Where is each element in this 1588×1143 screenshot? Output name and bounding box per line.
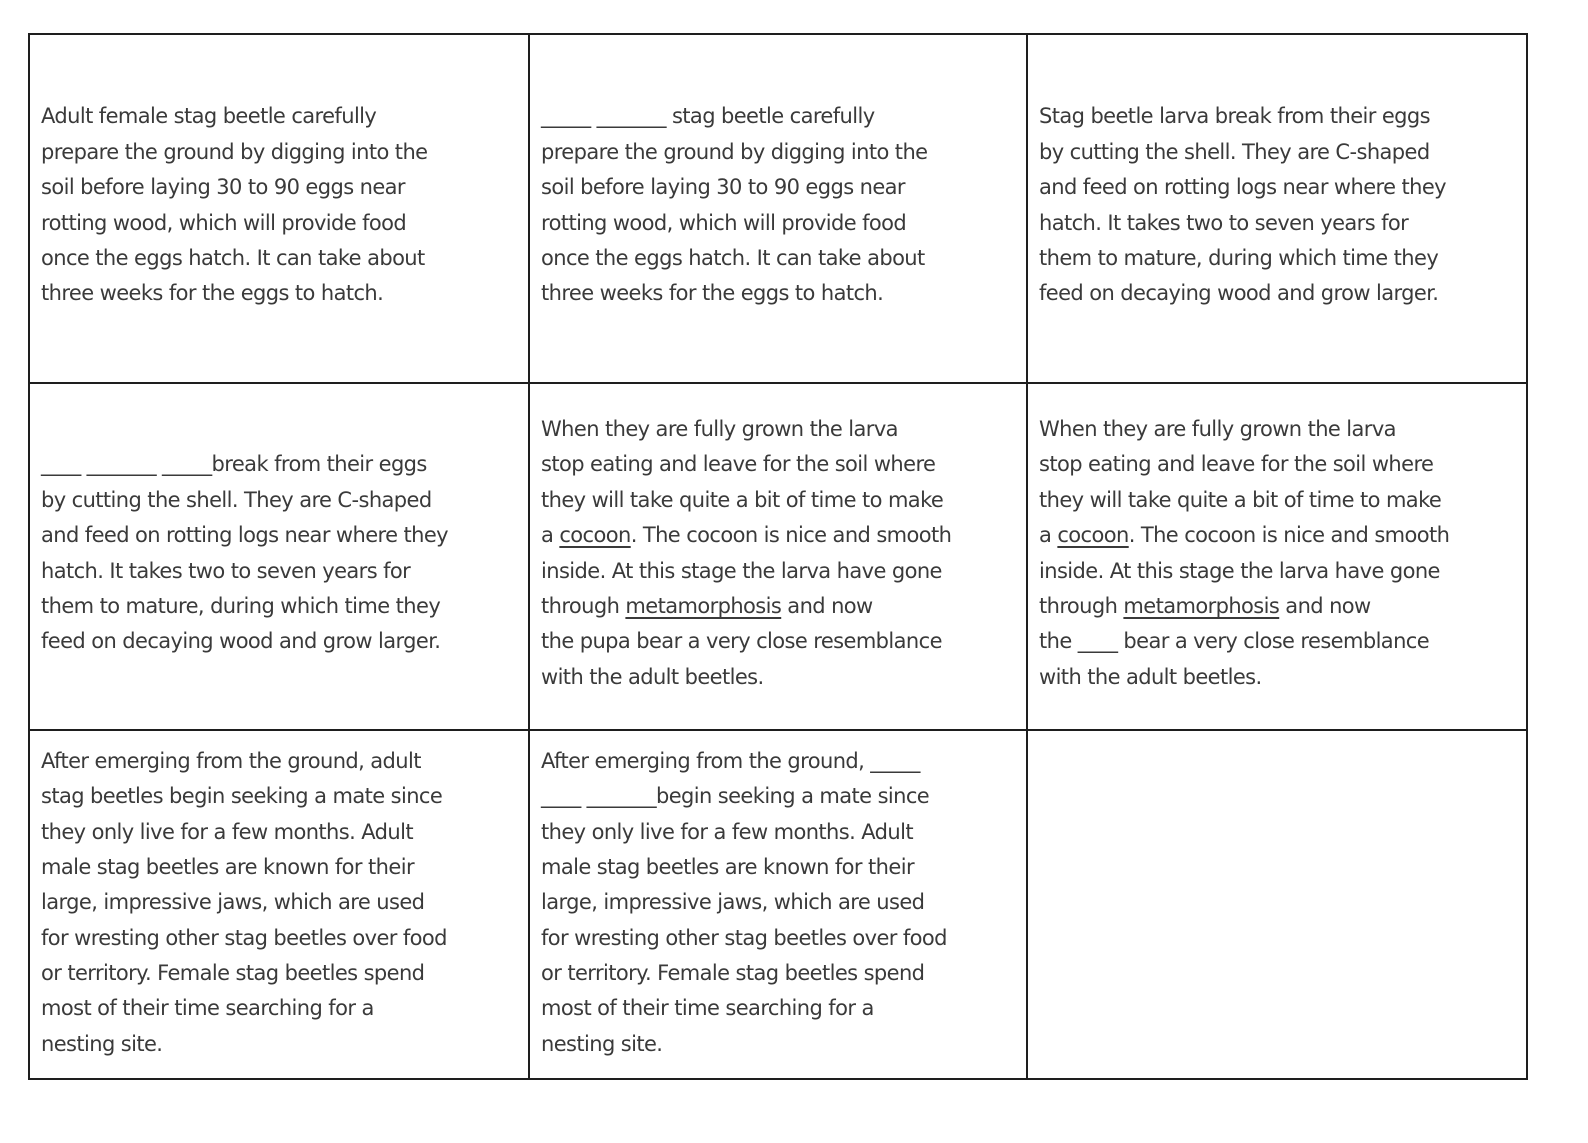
- text-line: [1039, 589, 1518, 624]
- text-segment: or territory. Female stag beetles spend: [541, 961, 925, 986]
- card-pupa: [530, 384, 1028, 731]
- text-segment: most of their time searching for a: [41, 996, 374, 1021]
- text-line: [41, 1027, 520, 1062]
- text-line: [41, 447, 520, 482]
- text-segment: they will take quite a bit of time to make: [1039, 487, 1442, 512]
- text-line: [541, 447, 1018, 482]
- text-segment: feed on decaying wood and grow larger.: [41, 629, 441, 654]
- text-line: [41, 135, 520, 170]
- text-segment: and now: [1279, 593, 1371, 618]
- card-adult-female: [30, 35, 530, 384]
- card-text: [41, 744, 520, 1063]
- text-line: [41, 589, 520, 624]
- text-segment: stop eating and leave for the soil where: [1039, 452, 1434, 477]
- text-segment: ____ _______begin seeking a mate since: [541, 784, 930, 809]
- card-text: [541, 744, 1018, 1063]
- text-line: [1039, 483, 1518, 518]
- text-segment: by cutting the shell. They are C-shaped: [41, 487, 432, 512]
- text-segment: or territory. Female stag beetles spend: [41, 961, 425, 986]
- text-line: [541, 99, 1018, 134]
- text-segment: . The cocoon is nice and smooth: [1128, 523, 1450, 548]
- text-line: [541, 956, 1018, 991]
- text-segment: _____ _______ stag beetle carefully: [541, 104, 875, 129]
- text-line: [41, 624, 520, 659]
- text-line: [1039, 624, 1518, 659]
- text-line: [1039, 660, 1518, 695]
- text-segment: Adult female stag beetle carefully: [41, 104, 377, 129]
- text-segment: they only live for a few months. Adult: [41, 819, 413, 844]
- text-segment: Stag beetle larva break from their eggs: [1039, 104, 1430, 129]
- text-line: [1039, 276, 1518, 311]
- text-line: [541, 276, 1018, 311]
- text-line: [41, 483, 520, 518]
- text-segment: hatch. It takes two to seven years for: [1039, 210, 1409, 235]
- text-line: [541, 624, 1018, 659]
- text-line: [41, 554, 520, 589]
- text-segment: the pupa bear a very close resemblance: [541, 629, 942, 654]
- text-line: [541, 815, 1018, 850]
- text-segment: male stag beetles are known for their: [541, 854, 914, 879]
- card-pupa-blank: [1028, 384, 1526, 731]
- card-adult-beetle-blank: [530, 731, 1028, 1078]
- text-line: [541, 660, 1018, 695]
- text-segment: through: [541, 593, 626, 618]
- text-segment: inside. At this stage the larva have gone: [541, 558, 942, 583]
- text-line: [41, 885, 520, 920]
- card-text: [1039, 412, 1518, 695]
- text-line: [1039, 135, 1518, 170]
- underlined-term: metamorphosis: [1123, 593, 1280, 618]
- text-line: [1039, 554, 1518, 589]
- card-text: [41, 99, 520, 311]
- text-segment: through: [1039, 593, 1124, 618]
- text-line: [541, 554, 1018, 589]
- text-line: [541, 589, 1018, 624]
- text-line: [541, 206, 1018, 241]
- text-line: [541, 483, 1018, 518]
- text-line: [41, 518, 520, 553]
- text-segment: nesting site.: [541, 1031, 663, 1056]
- card-text: [1039, 99, 1518, 311]
- text-line: [541, 885, 1018, 920]
- text-segment: stop eating and leave for the soil where: [541, 452, 936, 477]
- text-line: [541, 170, 1018, 205]
- text-segment: by cutting the shell. They are C-shaped: [1039, 139, 1430, 164]
- text-segment: prepare the ground by digging into the: [41, 139, 428, 164]
- text-segment: stag beetles begin seeking a mate since: [41, 784, 443, 809]
- text-segment: once the eggs hatch. It can take about: [541, 245, 925, 270]
- text-line: [1039, 241, 1518, 276]
- text-segment: and feed on rotting logs near where they: [1039, 175, 1446, 200]
- text-segment: them to mature, during which time they: [1039, 245, 1439, 270]
- text-segment: large, impressive jaws, which are used: [41, 890, 425, 915]
- text-segment: feed on decaying wood and grow larger.: [1039, 281, 1439, 306]
- text-line: [41, 170, 520, 205]
- text-line: [541, 921, 1018, 956]
- text-segment: soil before laying 30 to 90 eggs near: [541, 175, 905, 200]
- text-line: [541, 779, 1018, 814]
- text-line: [541, 241, 1018, 276]
- text-segment: they will take quite a bit of time to make: [541, 487, 944, 512]
- text-segment: a: [541, 523, 560, 548]
- text-segment: and feed on rotting logs near where they: [41, 523, 448, 548]
- card-text: [541, 99, 1018, 311]
- text-segment: once the eggs hatch. It can take about: [41, 245, 425, 270]
- text-segment: male stag beetles are known for their: [41, 854, 414, 879]
- text-segment: rotting wood, which will provide food: [541, 210, 907, 235]
- text-segment: When they are fully grown the larva: [1039, 416, 1396, 441]
- card-grid: [30, 35, 1526, 1078]
- card-text: [41, 447, 520, 659]
- text-segment: nesting site.: [41, 1031, 163, 1056]
- text-segment: soil before laying 30 to 90 eggs near: [41, 175, 405, 200]
- text-segment: prepare the ground by digging into the: [541, 139, 928, 164]
- text-line: [1039, 412, 1518, 447]
- card-empty: [1028, 731, 1526, 1078]
- text-line: [41, 241, 520, 276]
- text-line: [1039, 518, 1518, 553]
- text-segment: After emerging from the ground, adult: [41, 748, 421, 773]
- text-line: [541, 412, 1018, 447]
- card-text: [541, 412, 1018, 695]
- text-segment: . The cocoon is nice and smooth: [630, 523, 952, 548]
- card-larva-blank: [30, 384, 530, 731]
- card-adult-beetle: [30, 731, 530, 1078]
- text-segment: ____ _______ _____break from their eggs: [41, 452, 427, 477]
- text-segment: large, impressive jaws, which are used: [541, 890, 925, 915]
- underlined-term: cocoon: [1057, 523, 1129, 548]
- text-line: [541, 744, 1018, 779]
- text-segment: three weeks for the eggs to hatch.: [41, 281, 384, 306]
- text-segment: them to mature, during which time they: [41, 593, 441, 618]
- text-line: [541, 850, 1018, 885]
- text-line: [41, 815, 520, 850]
- text-line: [1039, 99, 1518, 134]
- text-segment: When they are fully grown the larva: [541, 416, 898, 441]
- text-segment: for wresting other stag beetles over food: [41, 925, 447, 950]
- text-segment: three weeks for the eggs to hatch.: [541, 281, 884, 306]
- text-line: [541, 1027, 1018, 1062]
- underlined-term: metamorphosis: [625, 593, 782, 618]
- text-line: [41, 744, 520, 779]
- text-segment: with the adult beetles.: [541, 664, 764, 689]
- text-line: [41, 956, 520, 991]
- card-adult-female-blank: [530, 35, 1028, 384]
- worksheet-table: [28, 33, 1528, 1080]
- text-line: [541, 518, 1018, 553]
- text-line: [1039, 447, 1518, 482]
- text-segment: and now: [781, 593, 873, 618]
- text-segment: rotting wood, which will provide food: [41, 210, 407, 235]
- text-segment: they only live for a few months. Adult: [541, 819, 913, 844]
- text-segment: with the adult beetles.: [1039, 664, 1262, 689]
- text-segment: hatch. It takes two to seven years for: [41, 558, 411, 583]
- text-line: [41, 921, 520, 956]
- text-line: [41, 276, 520, 311]
- text-line: [1039, 206, 1518, 241]
- text-segment: After emerging from the ground, _____: [541, 748, 920, 773]
- text-segment: the ____ bear a very close resemblance: [1039, 629, 1430, 654]
- text-segment: inside. At this stage the larva have gone: [1039, 558, 1440, 583]
- text-line: [41, 206, 520, 241]
- card-larva: [1028, 35, 1526, 384]
- text-line: [41, 779, 520, 814]
- underlined-term: cocoon: [559, 523, 631, 548]
- text-line: [41, 991, 520, 1026]
- text-line: [41, 850, 520, 885]
- text-line: [1039, 170, 1518, 205]
- text-line: [541, 991, 1018, 1026]
- text-line: [41, 99, 520, 134]
- text-segment: for wresting other stag beetles over food: [541, 925, 947, 950]
- text-segment: most of their time searching for a: [541, 996, 874, 1021]
- text-segment: a: [1039, 523, 1058, 548]
- text-line: [541, 135, 1018, 170]
